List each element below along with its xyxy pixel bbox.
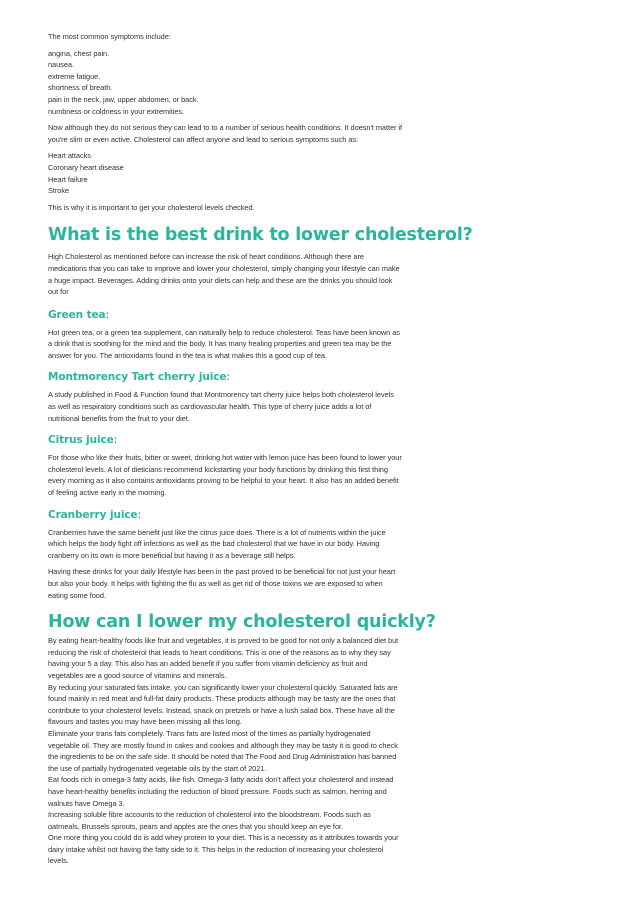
paragraph-line: By reducing your saturated fats intake, you can significantly lower your cholesterol quickly. Saturated fats are (48, 682, 398, 692)
drinks-intro (48, 251, 590, 297)
paragraph-line: nutritional benefits from the fruit to your diet. (48, 413, 190, 423)
paragraph-line: For those who like their fruits, bitter or sweet, drinking hot water with lemon juice has been found to lower your (48, 453, 402, 463)
paragraph-line: Eat foods rich in omega-3 fatty acids, like fish. Omega-3 fatty acids don't affect your cholesterol and instead (48, 775, 394, 785)
paragraph-line: flavours and tastes you may have been missing all this long. (48, 717, 242, 727)
list-item: extreme fatigue. (48, 71, 101, 81)
symptoms-lead: The most common symptoms include: (48, 32, 171, 41)
drink-text-citrus-juice (48, 452, 590, 498)
paragraph-line: the use of partially hydrogenated vegetable oils by the start of 2021. (48, 763, 267, 773)
paragraph-line: cranberry on its own is more beneficial but having it as a beverage still helps. (48, 550, 296, 560)
paragraph-line: eating some food. (48, 590, 106, 600)
drinks-outro (48, 566, 590, 601)
paragraph-line: which helps the body fight off infections as well as the bad cholesterol that we have in our body. Having (48, 539, 380, 549)
heading-colon: : (137, 508, 141, 521)
list-item: nausea. (48, 60, 74, 70)
section-heading-lower-quickly: How can I lower my cholesterol quickly? (48, 612, 436, 633)
drink-text-cherry-juice (48, 389, 590, 424)
paragraph-line: contribute to your cholesterol levels. Instead, snack on pretzels or have a lush salad box. These have all the (48, 705, 395, 715)
list-item: numbness or coldness in your extremities. (48, 106, 184, 116)
paragraph-line: vegetable oil. They are mostly found in cakes and cookies and although they may be tasty it is good to check (48, 740, 398, 750)
paragraph-line: but also your body. It helps with fighting the flu as well as get rid of those toxins we are exposed to when (48, 579, 383, 588)
drink-text-cranberry-juice (48, 527, 590, 562)
paragraph-line: walnuts have Omega 3. (48, 798, 125, 808)
paragraph-line: High Cholesterol as mentioned before can increase the risk of heart conditions. Although there are (48, 252, 364, 262)
paragraph-line: every morning as it also contains antioxidants proving to be helpful to your heart. It also has an added benefit (48, 476, 399, 486)
paragraph-line: the ingredients to be on the safe side. It should be noted that The Food and Drug Administration has banned (48, 752, 397, 762)
heading-colon: : (113, 434, 118, 447)
list-item: Heart attacks (48, 151, 91, 161)
list-item: Coronary heart disease (48, 162, 124, 172)
drink-heading-green-tea (48, 308, 590, 322)
paragraph-line: One more thing you could do is add whey protein to your diet. This is a necessity as it attributes towards your (48, 833, 399, 843)
paragraph-line: as well as respiratory conditions such as cardiovascular health. This type of cherry juice adds a lot of (48, 402, 372, 412)
drink-name: Montmorency Tart cherry juice (48, 371, 227, 384)
list-item: Heart failure (48, 174, 88, 184)
paragraph-line: dairy intake whilst not having the fatty side to it. This helps in the reduction of increasing your cholesterol (48, 844, 384, 854)
paragraph-line: Now although they do not serious they can lead to to a number of serious health conditions. It doesn't matter if (48, 123, 403, 133)
paragraph-line: reducing the risk of cholesterol that leads to heart conditions. This is one of the reasons as to why they say (48, 647, 391, 657)
paragraph-line: Eliminate your trans fats completely. Trans fats are listed most of the times as partially hydrogenated (48, 728, 371, 738)
paragraph-line: Having these drinks for your daily lifestyle has been in the past proved to be beneficial for not just your heart (48, 567, 396, 577)
drink-heading-citrus-juice (48, 433, 590, 447)
paragraph-line: you're slim or even active. Cholesterol can affect anyone and lead to serious symptoms such as: (48, 134, 358, 144)
drink-name: Cranberry juice (48, 508, 138, 521)
list-item: Stroke (48, 186, 70, 196)
paragraph-line: found mainly in red meat and full-fat dairy products. These products although may be tasty are the ones that (48, 694, 396, 704)
list-item: angina, chest pain. (48, 48, 110, 58)
heading-colon: : (226, 371, 230, 384)
paragraph-line: of feeling active early in the morning. (48, 488, 167, 498)
conditions-list (48, 150, 590, 196)
drink-name: Citrus juice (48, 434, 114, 447)
section-heading-drinks: What is the best drink to lower cholesterol? (48, 225, 473, 246)
paragraph-line: a drink that is soothing for the mind and the body. It has many healing properties and green tea may be the (48, 339, 392, 349)
paragraph-line: having your 5 a day. This also has an added benefit if you suffer from vitamin deficiency as fruit and (48, 659, 368, 669)
paragraph-line: answer for you. The antioxidants found in the tea is what makes this a good cup of tea. (48, 350, 327, 360)
paragraph-line: oatmeals, Brussels sprouts, pears and apples are the ones that you should keep an eye for. (48, 821, 344, 831)
paragraph-line: medications that you can take to improve and lower your cholesterol, simply changing your lifestyle can make (48, 263, 400, 273)
lower-quickly-text (48, 635, 590, 867)
paragraph-line: levels. (48, 856, 69, 866)
paragraph-line: Cranberries have the same benefit just like the citrus juice does. There is a lot of nutrients within the juice (48, 527, 386, 537)
paragraph-line: have heart-healthy benefits including the reduction of blood pressure. Foods such as salmon, herring and (48, 786, 387, 796)
paragraph-line: a huge impact. Beverages. Adding drinks onto your diets can help and these are the drinks you should look (48, 275, 393, 285)
drink-heading-cranberry-juice (48, 508, 590, 522)
paragraph-line: cholesterol levels. A lot of dieticians recommend kickstarting your body functions by drinking this first thing (48, 464, 388, 474)
paragraph-line: vegetables are a good source of vitamins and minerals. (48, 670, 227, 680)
drink-heading-cherry-juice (48, 370, 590, 384)
drink-text-green-tea (48, 327, 590, 362)
serious-paragraph (48, 122, 590, 145)
symptoms-list (48, 48, 590, 118)
heading-colon: : (105, 308, 109, 321)
paragraph-line: Increasing soluble fibre accounts to the reduction of cholesterol into the bloodstream. Foods such as (48, 810, 371, 820)
paragraph-line: A study published in Food & Function found that Montmorency tart cherry juice helps both cholesterol levels (48, 390, 394, 400)
list-item: shortness of breath. (48, 83, 113, 93)
check-sentence: This is why it is important to get your cholesterol levels checked. (48, 202, 255, 212)
paragraph-line: out for (48, 287, 69, 297)
paragraph-line: Hot green tea, or a green tea supplement, can naturally help to reduce cholesterol. Teas have been known as (48, 327, 400, 337)
drink-name: Green tea (48, 308, 106, 321)
list-item: pain in the neck, jaw, upper abdomen, or back. (48, 94, 199, 104)
paragraph-line: By eating heart-healthy foods like fruit and vegetables, it is proved to be good for not only a balanced diet but (48, 636, 399, 646)
